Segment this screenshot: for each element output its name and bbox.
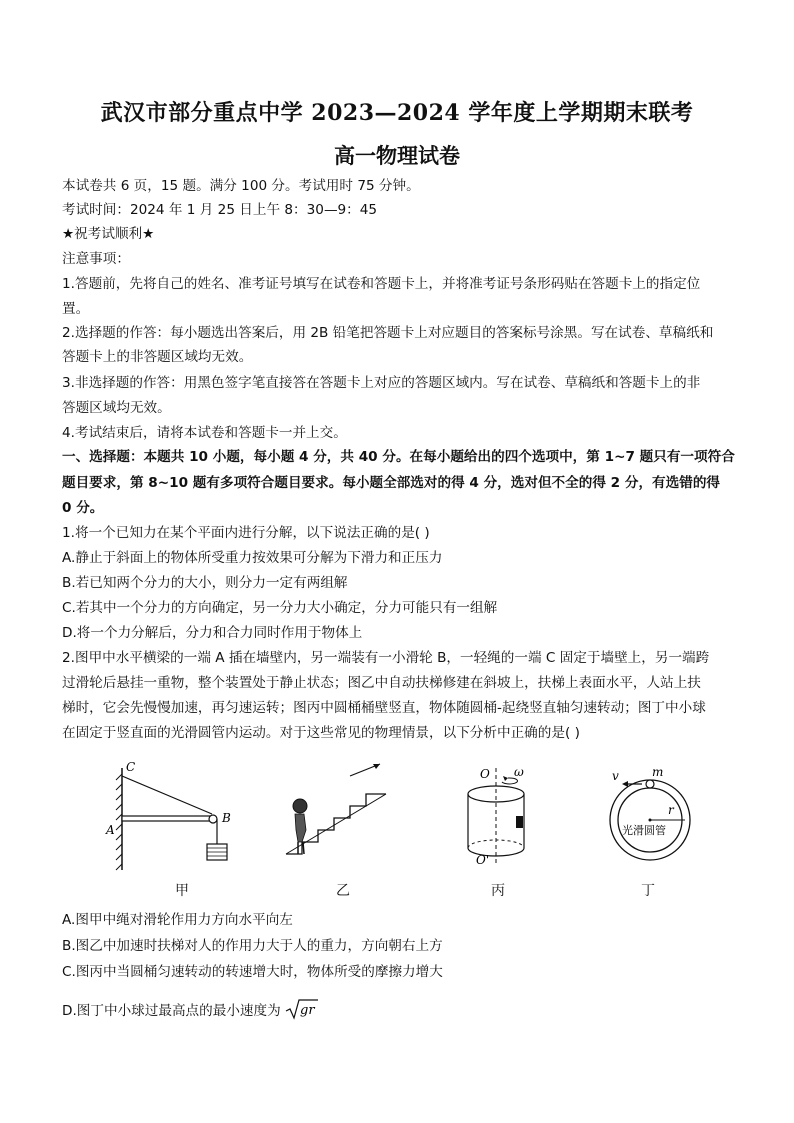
note-3b: 答题区域均无效。 — [62, 400, 171, 416]
q1-option-a: A.静止于斜面上的物体所受重力按效果可分解为下滑力和正压力 — [62, 550, 443, 566]
exam-subtitle: 高一物理试卷 — [334, 143, 460, 168]
notes-heading: 注意事项： — [62, 251, 130, 267]
sqrt-content: gr — [299, 1003, 315, 1018]
label-c: C — [126, 762, 136, 774]
label-o: O — [480, 767, 490, 781]
q1-option-b: B.若已知两个分力的大小，则分力一定有两组解 — [62, 575, 348, 591]
section1-line1: 一、选择题：本题共 10 小题，每小题 4 分，共 40 分。在每小题给出的四个选项中，第 1~7 题只有一项符合 — [62, 449, 735, 465]
figure-jia — [100, 762, 250, 874]
q2-stem-4: 在固定于竖直面的光滑圆管内运动。对于这些常见的物理情景，以下分析中正确的是( ) — [62, 725, 580, 741]
note-2a: 2.选择题的作答：每小题选出答案后，用 2B 铅笔把答题卡上对应题目的答案标号涂黑。写在试卷、草稿纸和 — [62, 325, 714, 341]
q2-option-d-row — [62, 998, 319, 1024]
q2-option-d: D.图丁中小球过最高点的最小速度为 — [62, 1003, 281, 1019]
caption-jia: 甲 — [175, 883, 189, 899]
sqrt-symbol — [285, 998, 319, 1020]
q2-option-b: B.图乙中加速时扶梯对人的作用力大于人的重力，方向朝右上方 — [62, 938, 443, 954]
label-v: v — [612, 769, 619, 783]
note-3a: 3.非选择题的作答：用黑色签字笔直接答在答题卡上对应的答题区域内。写在试卷、草稿纸和答题卡上的非 — [62, 375, 701, 391]
q2-stem-3: 梯时，它会先慢慢加速，再匀速运转；图丙中圆桶桶壁竖直，物体随圆桶-起绕竖直轴匀速转动；图丁中小球 — [62, 700, 706, 716]
q2-stem-2: 过滑轮后悬挂一重物，整个装置处于静止状态；图乙中自动扶梯修建在斜坡上，扶梯上表面水平，人站上扶 — [62, 675, 701, 691]
section1-line3: 0 分。 — [62, 500, 104, 516]
figure-yi — [282, 762, 402, 874]
label-a: A — [106, 823, 115, 837]
q2-option-a: A.图甲中绳对滑轮作用力方向水平向左 — [62, 912, 293, 928]
exam-title: 武汉市部分重点中学 2023—2024 学年度上学期期末联考 — [100, 100, 694, 126]
q2-stem-1: 2.图甲中水平横梁的一端 A 插在墙壁内，另一端装有一小滑轮 B，一轻绳的一端 C 固定于墙壁上，另一端跨 — [62, 650, 710, 666]
note-1b: 置。 — [62, 301, 90, 317]
info-wish: ★祝考试顺利★ — [62, 226, 155, 242]
caption-yi: 乙 — [336, 883, 350, 899]
note-2b: 答题卡上的非答题区域均无效。 — [62, 349, 253, 365]
label-o-prime: O' — [476, 853, 490, 867]
label-b: B — [222, 811, 231, 825]
caption-ding: 丁 — [641, 883, 655, 899]
sqrt-formula — [285, 998, 319, 1024]
label-r: r — [668, 803, 674, 817]
info-pages: 本试卷共 6 页，15 题。满分 100 分。考试用时 75 分钟。 — [62, 178, 420, 194]
tube-label: 光滑圆管 — [622, 824, 666, 837]
figure-bing — [460, 762, 560, 874]
q1-option-d: D.将一个力分解后，分力和合力同时作用于物体上 — [62, 625, 363, 641]
info-time: 考试时间：2024 年 1 月 25 日上午 8：30—9：45 — [62, 202, 378, 218]
q1-stem: 1.将一个已知力在某个平面内进行分解，以下说法正确的是( ) — [62, 525, 430, 541]
label-m: m — [652, 765, 664, 779]
note-1a: 1.答题前，先将自己的姓名、准考证号填写在试卷和答题卡上，并将准考证号条形码贴在答题卡上的指定位 — [62, 276, 701, 292]
section1-line2: 题目要求，第 8~10 题有多项符合题目要求。每小题全部选对的得 4 分，选对但不全的得 2 分，有选错的得 — [62, 475, 721, 491]
note-4: 4.考试结束后，请将本试卷和答题卡一并上交。 — [62, 425, 347, 441]
q2-option-c: C.图丙中当圆桶匀速转动的转速增大时，物体所受的摩擦力增大 — [62, 964, 443, 980]
q1-option-c: C.若其中一个分力的方向确定，另一分力大小确定，分力可能只有一组解 — [62, 600, 498, 616]
caption-bing: 丙 — [491, 883, 505, 899]
figure-ding — [594, 762, 704, 874]
label-omega: ω — [514, 765, 524, 779]
